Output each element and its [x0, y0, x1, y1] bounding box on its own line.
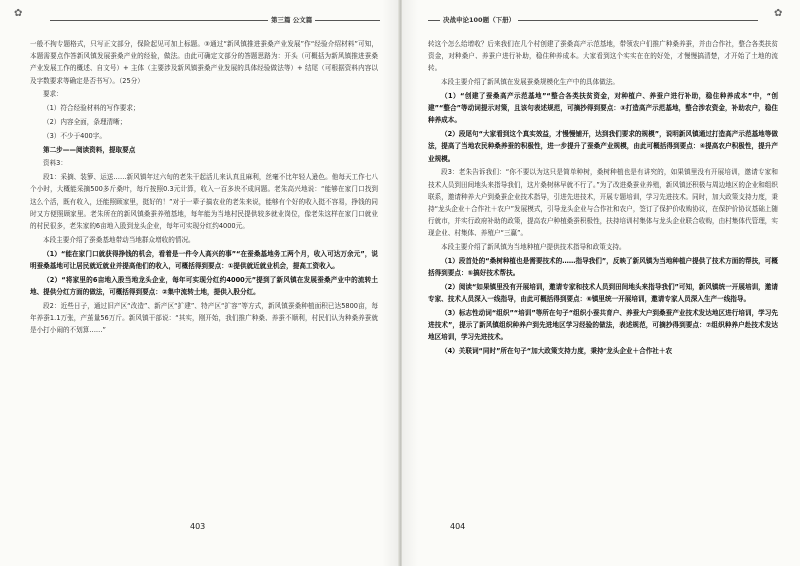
paragraph: 要求： — [43, 90, 63, 99]
paragraph: 转这个怎么给增收？后来我们在几个村创建了蚕桑高产示范基地，带领农户们推广种桑养蚕，并由合作社，整合各类扶贫资金，对种桑户、养蚕户进行补助，稳住种养成本。大家看到这个实实在在的好处，才慢慢搞清楚，才开始了土地的流转。 — [428, 40, 778, 73]
right-page-body — [428, 38, 778, 359]
left-running-header — [50, 12, 380, 26]
right-header-title: 决战申论100题（下册） — [440, 15, 518, 24]
paragraph: 段2：近些日子，通过旧产区“改造”、新产区“扩建”、特产区“扩容”等方式，新风镇蚕桑种植面积已达5800亩，每年养蚕1.1万张，产茧量56万斤。新风镇干部说：“其实，刚开始，我们推广种桑、养蚕不顺利，村民们认为种桑养蚕就是小打小闹的不划算……” — [30, 301, 378, 334]
paragraph: （2）阅读“如果镇里没有开展培训，邀请专家和技术人员到田间地头来指导我们”可知，新风镇统一开展培训，邀请专家、技术人员深入一线指导，由此可概括得到要点：⑥镇里统一开展培训，邀请专家人员深入生产一线指导。 — [428, 283, 778, 304]
paragraph: 段1：采摘、装箩、运送……新风镇年过六旬的老朱干起活儿来认真且麻利，丝毫不比年轻人逊色。他每天工作七八个小时，大概能采摘500多斤桑叶，每斤按照0.3元计算，收入一百多块不成问题。老朱高兴地说：“能够在家门口找到这么个活，既有收入，还能照顾家里，挺好的！”对于一辈子搞农业的老朱来说，能够有个好的收入挺不容易，挣钱的同时又方便照顾家里。老朱所在的新风镇桑蚕养殖基地，每年能为当地村民提供较多就业岗位，像老朱这样在家门口就业的村民很多，老朱家的6亩地入股到龙头企业，每年可实现分红约4000元。 — [30, 173, 378, 230]
paragraph: （2）内容全面，条理清晰； — [43, 118, 127, 126]
paragraph: 段3：老朱告诉我们：“你不要以为这只是简单种树，桑树种植也是有讲究的，如果镇里没有开展培训，邀请专家和技术人员到田间地头来指导我们，这片桑树林早就不行了。”为了改进桑蚕业养殖，新风镇还积极与周边地区的企业和组织联系，邀请种养大户到桑蚕企业技术指导，引进先进技术，开展专题培训，学习先进技术。同时，加大政策支持力度，秉持“龙头企业＋合作社＋农户”发展模式，引导龙头企业与合作社和农户，签订了保护价收购协议，在保护价协议基础上随行就市，并实行政府补助的政策，提高农户种植桑蚕积极性，扶持培训村集体与龙头企业联合收购，由村集体代管理，实现企业、村集体、养殖户“三赢”。 — [428, 168, 778, 238]
right-page-gutter-shadow — [400, 0, 418, 566]
left-header-title: 第三篇 公文篇 — [268, 15, 315, 24]
paragraph: （1）“创建了蚕桑高产示范基地”“整合各类扶贫资金，对种植户、养蚕户进行补助，稳住种养成本”中，“创建”“整合”等动词提示对策，且该句表述规范，可摘抄得到要点：③打造高产示范基地，整合涉农资金，补助农户，稳住种养成本。 — [428, 92, 778, 125]
left-page-body — [30, 38, 378, 338]
right-page — [400, 0, 800, 566]
paragraph: 本段主要介绍了新风镇在发展蚕桑规模化生产中的具体做法。 — [441, 78, 620, 87]
paragraph: 第二步——阅读资料，提取要点 — [43, 145, 136, 154]
paragraph: 一般不拘专题格式，只写正文部分，保险起见可加上标题。③通过“新风镇推进蚕桑产业发展”作“经验介绍材料”可知，本题需要点作答新风镇发展蚕桑产业的经验，做法。由此可确定文部分的答题思路为：开头（可概括为新风镇推进蚕桑产业发展工作的概述、自文号）+ 主体（主要涉及新风镇蚕桑产业发展的具体经验做法等）+ 结尾（可根据资料内容以及字数要求等确定是否书写）。（25分） — [30, 40, 378, 85]
paragraph: 资料3： — [43, 159, 67, 168]
right-running-header — [428, 12, 758, 26]
paragraph: 本段主要介绍了新风镇为当地种植户提供技术指导和政策支持。 — [441, 243, 626, 252]
paragraph: （3）标志性动词“组织”“培训”等所在句子“组织小蚕共育户、养蚕大户到桑蚕产业技术发达地区进行培训，学习先进技术”，提示了新风镇组织种养户到先进地区学习经验的做法，表述规范，可摘抄得到要点：⑦组织种养户赴技术发达地区培训，学习先进技术。 — [428, 309, 778, 342]
corner-ornament-icon: ✿ — [774, 8, 783, 19]
paragraph: （2）段尾句“大家看到这个真实效益，才慢慢铺开，达到我们要求的规模”，说明新风镇通过打造高产示范基地等做法，提高了当地农民种桑养蚕的积极性，进一步提升了蚕桑产业规模，由此可概括得到要点：④提高农户积极性，提升产业规模。 — [428, 130, 778, 163]
right-page-number: 404 — [450, 522, 466, 531]
paragraph: （3）不少于400字。 — [43, 131, 106, 140]
corner-ornament-icon: ✿ — [14, 8, 23, 19]
paragraph: （1）“能在家门口就获得挣钱的机会，看着是一件令人高兴的事”“在蚕桑基地务工两个月，收入可达万余元”，说明蚕桑基地可让居民就近就业并提高他们的收入，可概括得到要点：①提供就近就业机会，提高工资收入。 — [30, 249, 378, 270]
paragraph: （4）关联词“同时”所在句子“加大政策支持力度，秉持‘龙头企业＋合作社＋农 — [441, 347, 673, 356]
paragraph: 本段主要介绍了蚕桑基地带动当地群众增收的情况。 — [43, 235, 195, 244]
header-rule — [50, 20, 380, 21]
paragraph: （2）“将家里的6亩地入股当地龙头企业，每年可实现分红约4000元”提到了新风镇在发展蚕桑产业中的流转土地、提供分红方面的做法，可概括得到要点：②集中流转土地，提供入股分红。 — [30, 275, 378, 296]
left-page-number: 403 — [190, 522, 206, 531]
paragraph: （1）符合经验材料的写作要求； — [43, 104, 140, 113]
paragraph: （1）段首处的“桑树种植也是需要技术的……指导我们”，反映了新风镇为当地种植户提供了技术方面的帮扶，可概括得到要点：⑤搞好技术帮扶。 — [428, 257, 778, 278]
